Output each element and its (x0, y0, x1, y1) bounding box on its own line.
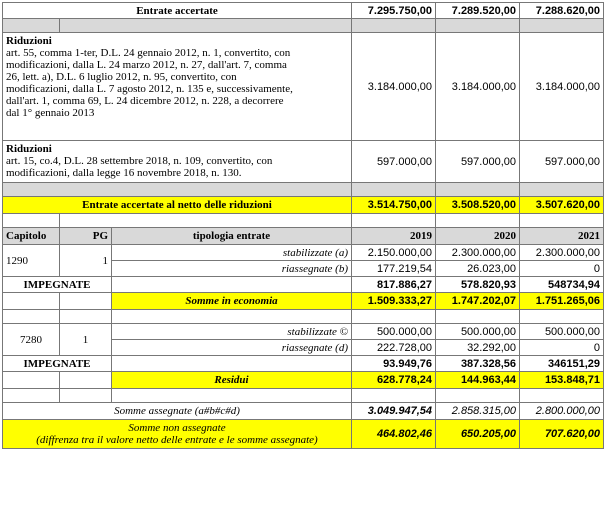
riassegnate-label: riassegnate (b) (112, 261, 352, 277)
econ-2021: 1.751.265,06 (520, 293, 604, 310)
non-assegnate-2019: 464.802,46 (352, 420, 436, 449)
non-assegnate-2020: 650.205,00 (436, 420, 520, 449)
empty-cell (112, 277, 352, 293)
capitolo-1290: 1290 (3, 245, 60, 277)
imp-2021: 346151,29 (520, 356, 604, 372)
empty-cell (3, 310, 60, 324)
riduzioni-row-1 (3, 33, 604, 141)
imp-2019: 93.949,76 (352, 356, 436, 372)
empty-cell (436, 19, 520, 33)
riduzioni-title-2: Riduzioni (6, 143, 52, 155)
assegnate-2020: 2.858.315,00 (436, 403, 520, 420)
empty-cell (112, 389, 352, 403)
riduzioni1-2020: 3.184.000,00 (436, 33, 520, 141)
somme-assegnate-label: Somme assegnate (a#b#c#d) (3, 403, 352, 420)
cap1290-impegnate-row (3, 277, 604, 293)
stab-2019: 2.150.000,00 (352, 245, 436, 261)
riduzioni-title-1: Riduzioni (6, 35, 52, 47)
empty-cell (60, 293, 112, 310)
residui-label: Residui (112, 372, 352, 389)
empty-cell (520, 310, 604, 324)
empty-cell (520, 19, 604, 33)
empty-cell (352, 310, 436, 324)
empty-cell (520, 183, 604, 197)
somme-non-assegnate-label (3, 420, 352, 449)
riduzioni-line: modificazioni, dalla legge 16 novembre 2018, n. 130. (6, 167, 242, 179)
blank-row (3, 214, 604, 228)
economia-label: Somme in economia (112, 293, 352, 310)
riduzioni-line: art. 55, comma 1-ter, D.L. 24 gennaio 2012, n. 1, convertito, con (6, 47, 291, 59)
gray-spacer-row (3, 19, 604, 33)
imp-2020: 387.328,56 (436, 356, 520, 372)
riduzioni-line: modificazioni, dalla L. 24 marzo 2012, n. 27, dall'art. 7, comma (6, 59, 287, 71)
res-2021: 153.848,71 (520, 372, 604, 389)
somme-assegnate-row (3, 403, 604, 420)
stabilizzate-label: stabilizzate (a) (112, 245, 352, 261)
stab-2019: 500.000,00 (352, 324, 436, 340)
stabilizzate-label: stabilizzate © (112, 324, 352, 340)
capitolo-7280: 7280 (3, 324, 60, 356)
empty-cell (60, 214, 352, 228)
non-assegnate-2021: 707.620,00 (520, 420, 604, 449)
stab-2020: 500.000,00 (436, 324, 520, 340)
empty-cell (352, 389, 436, 403)
imp-2020: 578.820,93 (436, 277, 520, 293)
empty-cell (3, 372, 60, 389)
riduzioni-description-2 (3, 141, 352, 183)
blank-row (3, 310, 604, 324)
empty-cell (60, 310, 112, 324)
empty-cell (3, 183, 352, 197)
empty-cell (3, 293, 60, 310)
budget-table (2, 2, 604, 449)
entrate-accertate-label: Entrate accertate (3, 3, 352, 19)
entrate-accertate-row (3, 3, 604, 19)
empty-cell (352, 214, 436, 228)
impegnate-label: IMPEGNATE (3, 277, 112, 293)
col-pg: PG (60, 228, 112, 245)
column-header-row (3, 228, 604, 245)
cap7280-stabilizzate-row (3, 324, 604, 340)
non-assegnate-subtitle: (diffrenza tra il valore netto delle entrate e le somme assegnate) (36, 434, 318, 446)
riduzioni-line: art. 15, co.4, D.L. 28 settembre 2018, n. 109, convertito, con (6, 155, 273, 167)
stab-2021: 500.000,00 (520, 324, 604, 340)
riduzioni-line: 26, lett. a), D.L. 6 luglio 2012, n. 95, convertito, con (6, 71, 237, 83)
empty-cell (112, 310, 352, 324)
col-2019: 2019 (352, 228, 436, 245)
empty-cell (112, 356, 352, 372)
empty-cell (60, 19, 352, 33)
netto-label: Entrate accertate al netto delle riduzioni (3, 197, 352, 214)
cap1290-stabilizzate-row (3, 245, 604, 261)
empty-cell (436, 214, 520, 228)
riduzioni-row-2 (3, 141, 604, 183)
empty-cell (520, 389, 604, 403)
riass-2021: 0 (520, 261, 604, 277)
riass-2019: 177.219,54 (352, 261, 436, 277)
riass-2020: 26.023,00 (436, 261, 520, 277)
non-assegnate-title: Somme non assegnate (128, 422, 226, 434)
cap1290-economia-row (3, 293, 604, 310)
netto-row (3, 197, 604, 214)
empty-cell (520, 214, 604, 228)
assegnate-2019: 3.049.947,54 (352, 403, 436, 420)
blank-row (3, 389, 604, 403)
somme-non-assegnate-row (3, 420, 604, 449)
stab-2020: 2.300.000,00 (436, 245, 520, 261)
empty-cell (60, 389, 112, 403)
cap7280-residui-row (3, 372, 604, 389)
col-2021: 2021 (520, 228, 604, 245)
riduzioni2-2019: 597.000,00 (352, 141, 436, 183)
imp-2019: 817.886,27 (352, 277, 436, 293)
empty-cell (60, 372, 112, 389)
res-2020: 144.963,44 (436, 372, 520, 389)
riass-2021: 0 (520, 340, 604, 356)
res-2019: 628.778,24 (352, 372, 436, 389)
entrate-2019: 7.295.750,00 (352, 3, 436, 19)
riduzioni2-2021: 597.000,00 (520, 141, 604, 183)
entrate-2021: 7.288.620,00 (520, 3, 604, 19)
riduzioni-line: modificazioni, dalla L. 7 agosto 2012, n. 135 e, successivamente, (6, 83, 293, 95)
empty-cell (436, 389, 520, 403)
empty-cell (352, 183, 436, 197)
empty-cell (436, 310, 520, 324)
netto-2019: 3.514.750,00 (352, 197, 436, 214)
empty-cell (436, 183, 520, 197)
empty-cell (3, 389, 60, 403)
empty-cell (352, 19, 436, 33)
empty-cell (3, 19, 60, 33)
netto-2020: 3.508.520,00 (436, 197, 520, 214)
assegnate-2021: 2.800.000,00 (520, 403, 604, 420)
riduzioni-line: dall'art. 1, comma 69, L. 24 dicembre 2012, n. 228, a decorrere (6, 95, 284, 107)
col-2020: 2020 (436, 228, 520, 245)
riduzioni-description-1 (3, 33, 352, 141)
pg-7280: 1 (60, 324, 112, 356)
empty-cell (3, 214, 60, 228)
riduzioni-line: dal 1° gennaio 2013 (6, 107, 95, 119)
econ-2020: 1.747.202,07 (436, 293, 520, 310)
riass-2020: 32.292,00 (436, 340, 520, 356)
impegnate-label: IMPEGNATE (3, 356, 112, 372)
pg-1290: 1 (60, 245, 112, 277)
imp-2021: 548734,94 (520, 277, 604, 293)
riass-2019: 222.728,00 (352, 340, 436, 356)
col-tipologia: tipologia entrate (112, 228, 352, 245)
riduzioni1-2021: 3.184.000,00 (520, 33, 604, 141)
gray-spacer-row (3, 183, 604, 197)
netto-2021: 3.507.620,00 (520, 197, 604, 214)
riassegnate-label: riassegnate (d) (112, 340, 352, 356)
stab-2021: 2.300.000,00 (520, 245, 604, 261)
riduzioni1-2019: 3.184.000,00 (352, 33, 436, 141)
riduzioni2-2020: 597.000,00 (436, 141, 520, 183)
econ-2019: 1.509.333,27 (352, 293, 436, 310)
cap7280-impegnate-row (3, 356, 604, 372)
entrate-2020: 7.289.520,00 (436, 3, 520, 19)
col-capitolo: Capitolo (3, 228, 60, 245)
